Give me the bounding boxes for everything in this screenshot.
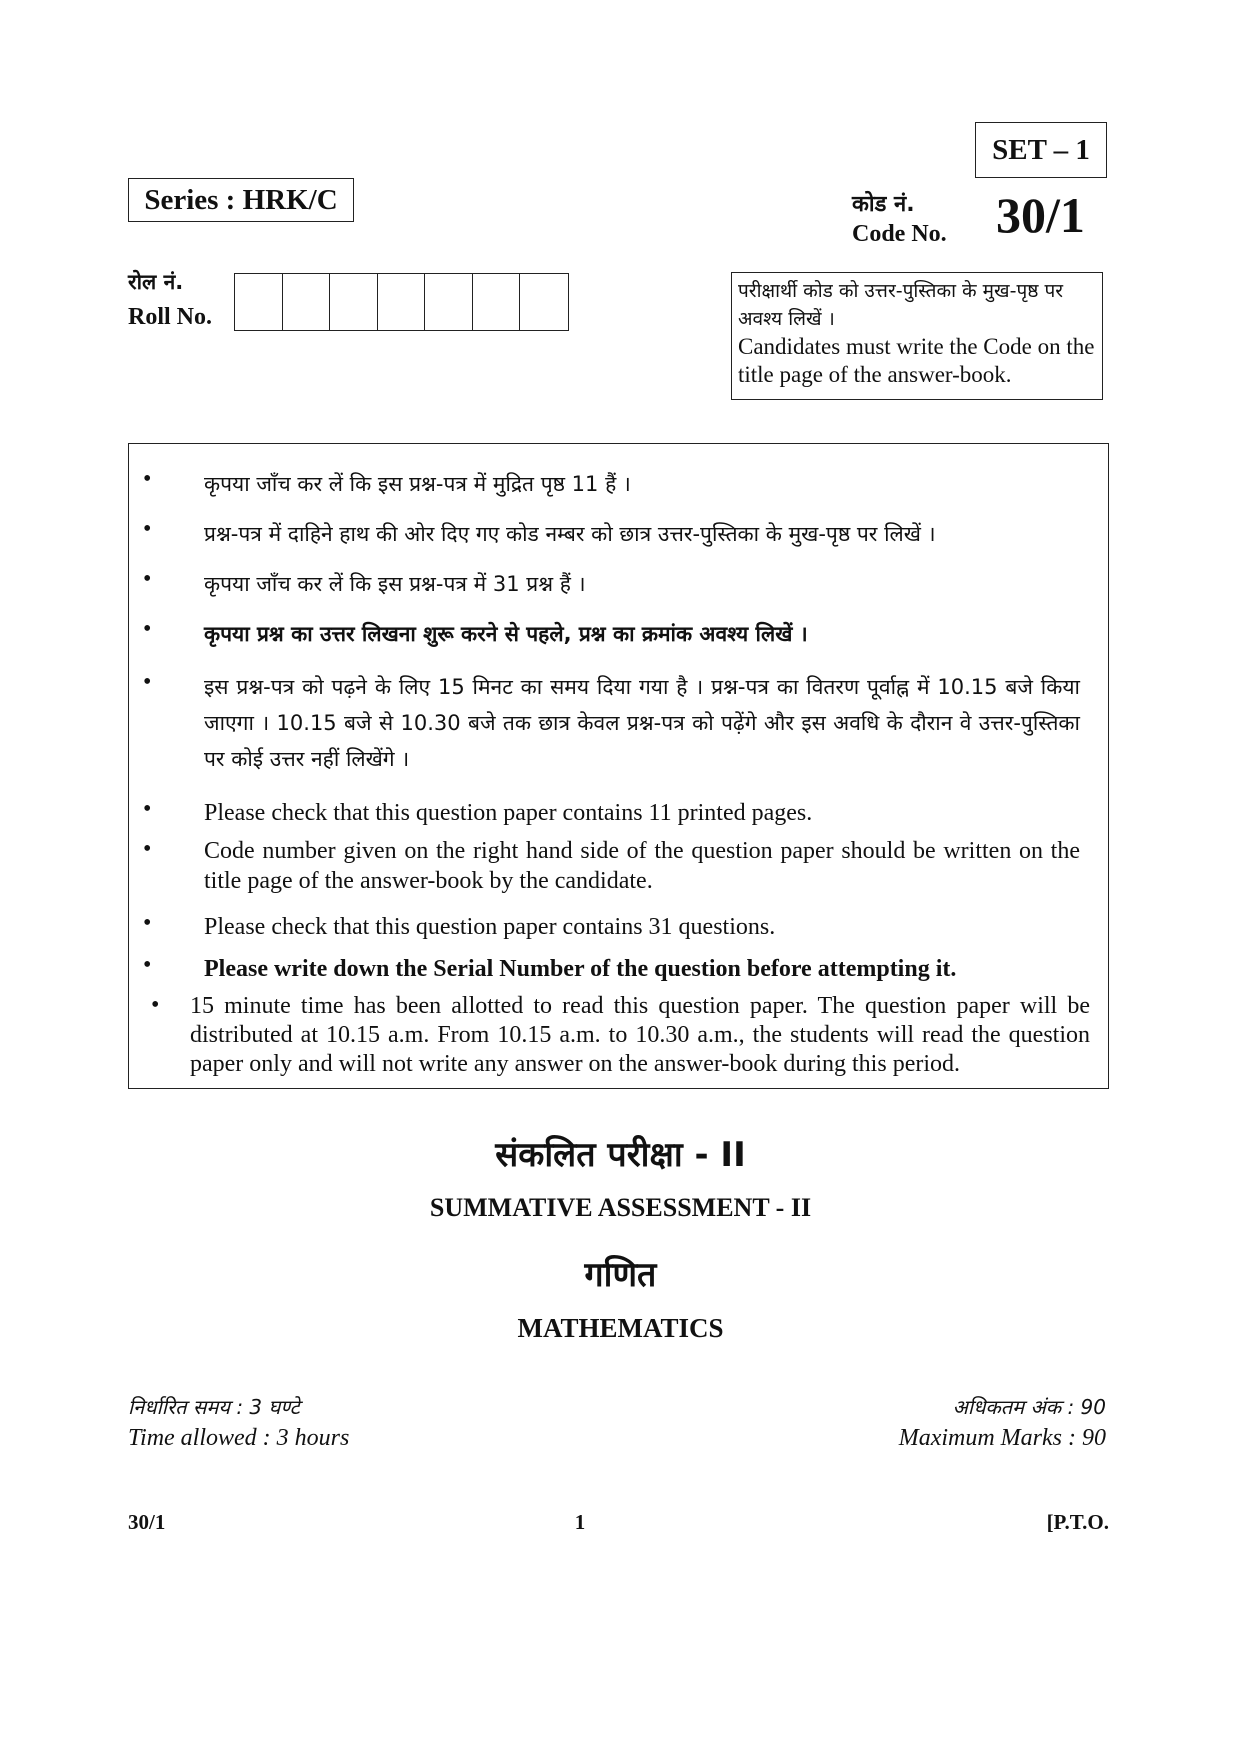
- bullet-icon: •: [143, 466, 152, 492]
- bullet-icon: •: [151, 992, 160, 1018]
- footer-code: 30/1: [128, 1510, 166, 1534]
- instruction-text: कृपया जाँच कर लें कि इस प्रश्न-पत्र में मुद्रित पृष्ठ 11 हैं ।: [204, 472, 631, 496]
- roll-cell[interactable]: [283, 274, 331, 330]
- code-instruction-note: [731, 272, 1103, 400]
- instruction-text: कृपया जाँच कर लें कि इस प्रश्न-पत्र में 31 प्रश्न हैं ।: [204, 572, 586, 596]
- bullet-icon: •: [143, 952, 152, 978]
- instruction-text: Code number given on the right hand side of the question paper should be written on the title page of the answer-book by the candidate.: [204, 838, 1080, 894]
- roll-cell[interactable]: [378, 274, 426, 330]
- note-english: Candidates must write the Code on the title page of the answer-book.: [738, 334, 1095, 387]
- time-allowed: Time allowed : 3 hours: [128, 1425, 350, 1451]
- roll-number-grid[interactable]: [234, 273, 569, 331]
- roll-cell[interactable]: [425, 274, 473, 330]
- bullet-icon: •: [143, 566, 152, 592]
- roll-label-hindi: रोल नं.: [128, 270, 184, 294]
- bullet-icon: •: [143, 796, 152, 822]
- instruction-text: कृपया प्रश्न का उत्तर लिखना शुरू करने से पहले, प्रश्न का क्रमांक अवश्य लिखें ।: [204, 622, 808, 646]
- subject-title-hindi: गणित: [584, 1255, 657, 1295]
- bullet-icon: •: [143, 616, 152, 642]
- roll-cell[interactable]: [473, 274, 521, 330]
- page-number: 1: [574, 1510, 586, 1534]
- bullet-icon: •: [143, 516, 152, 542]
- roll-label: Roll No.: [128, 304, 212, 330]
- instructions-box: [128, 443, 1109, 1089]
- instruction-text: 15 minute time has been allotted to read this question paper. The question paper will be distributed at 10.15 a.m. From 10.15 a.m. to 10.30 a.m., the students will read the question paper only and will not write any answer on the answer-book during this period.: [190, 993, 1090, 1077]
- roll-cell[interactable]: [520, 274, 568, 330]
- instruction-text: प्रश्न-पत्र में दाहिने हाथ की ओर दिए गए कोड नम्बर को छात्र उत्तर-पुस्तिका के मुख-पृष्ठ पर लिखें ।: [204, 522, 936, 546]
- series-label: Series : HRK/C: [128, 178, 354, 222]
- instruction-text: Please write down the Serial Number of the question before attempting it.: [204, 956, 957, 982]
- exam-title-hindi: संकलित परीक्षा - II: [495, 1135, 746, 1175]
- max-marks: Maximum Marks : 90: [898, 1425, 1106, 1451]
- time-allowed-hindi: निर्धारित समय : 3 घण्टे: [128, 1395, 300, 1419]
- bullet-icon: •: [143, 910, 152, 936]
- pto-label: [P.T.O.: [1046, 1510, 1109, 1534]
- code-number: 30/1: [996, 187, 1085, 243]
- max-marks-hindi: अधिकतम अंक : 90: [952, 1395, 1106, 1419]
- roll-cell[interactable]: [235, 274, 283, 330]
- bullet-icon: •: [143, 836, 152, 862]
- instruction-text: Please check that this question paper contains 11 printed pages.: [204, 800, 813, 826]
- instruction-text: Please check that this question paper contains 31 questions.: [204, 914, 776, 940]
- instruction-text: इस प्रश्न-पत्र को पढ़ने के लिए 15 मिनट का समय दिया गया है । प्रश्न-पत्र का वितरण पूर्वाह्न में 10.15 बजे किया जाएगा । 10.15 बजे से 10.30 बजे तक छात्र केवल प्रश्न-पत्र को पढ़ेंगे और इस अवधि के दौरान वे उत्तर-पुस्तिका पर कोई उत्तर नहीं लिखेंगे ।: [204, 675, 1080, 771]
- subject-title: MATHEMATICS: [517, 1313, 724, 1343]
- note-hindi: परीक्षार्थी कोड को उत्तर-पुस्तिका के मुख-पृष्ठ पर अवश्य लिखें ।: [738, 280, 1064, 330]
- roll-cell[interactable]: [330, 274, 378, 330]
- bullet-icon: •: [143, 669, 152, 695]
- set-label: SET – 1: [975, 122, 1107, 178]
- code-label-hindi: कोड नं.: [852, 192, 915, 217]
- code-label: Code No.: [852, 221, 947, 247]
- exam-title: SUMMATIVE ASSESSMENT - II: [429, 1193, 812, 1222]
